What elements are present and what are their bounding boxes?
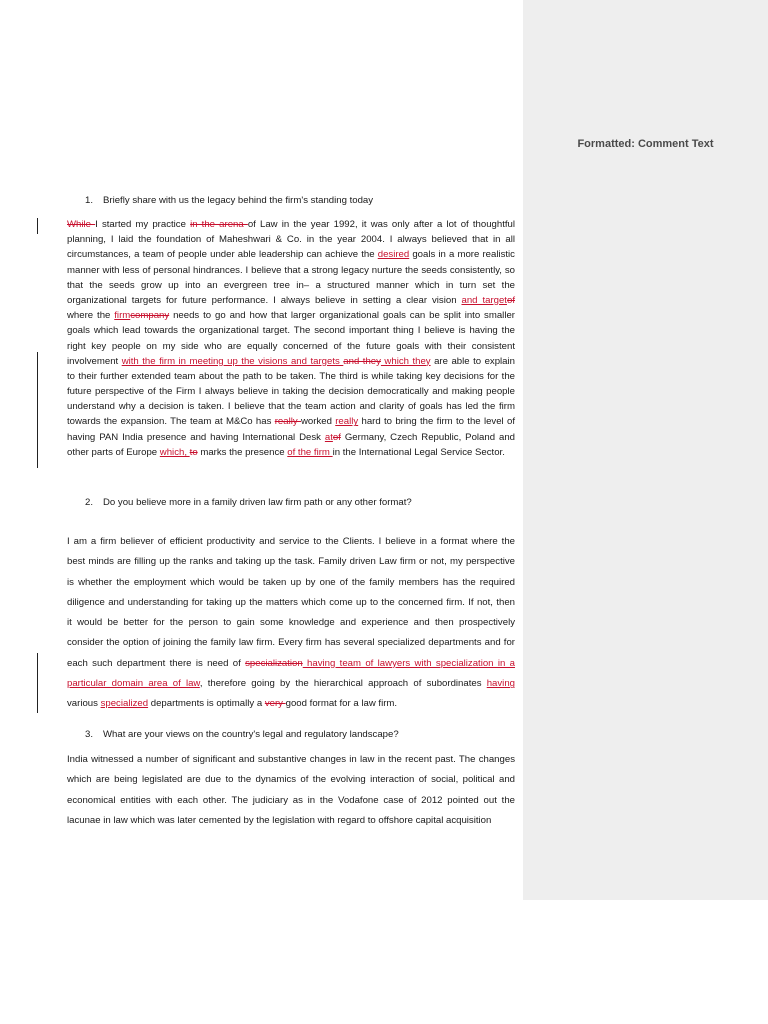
question-number: 3.: [85, 729, 94, 740]
text-line: [67, 293, 515, 308]
text-run: hard to bring the firm to the level of: [358, 416, 515, 428]
tracked-insertion: with the firm in meeting up the visions and targets: [121, 355, 344, 367]
text-run: I am a firm believer of efficient productivity and service to the Clients. I believe in a format where the: [67, 536, 515, 547]
text-line: [67, 278, 515, 293]
tracked-insertion: desired: [377, 249, 410, 261]
tracked-deletion: to: [189, 446, 198, 458]
text-run: , therefore going by the hierarchical approach of subordinates: [199, 678, 487, 690]
text-line: [67, 384, 515, 399]
text-run: consider the option of joining the family law firm. Every firm has several specialized departments and for: [67, 637, 515, 649]
text-line: [67, 770, 515, 790]
tracked-insertion: and target: [461, 294, 507, 306]
text-run: it would be better for the person to gain some knowledge and experience and then prospectively: [67, 617, 515, 629]
text-run: are able to explain: [430, 355, 515, 367]
text-run: is whether the employment which would be taken up by one of the family members has the required: [67, 576, 515, 588]
tracked-insertion: firm: [114, 310, 131, 322]
tracked-deletion: of: [506, 294, 515, 306]
tracked-insertion: really: [335, 416, 359, 428]
tracked-insertion: specialized: [100, 698, 149, 710]
text-run: goals in a more realistic: [409, 249, 515, 261]
text-run: involvement: [67, 355, 122, 367]
text-line: [67, 369, 515, 384]
change-bar: [37, 352, 38, 468]
text-run: marks the presence: [197, 446, 288, 458]
tracked-deletion: While: [67, 219, 96, 230]
text-run: right key people on my side who are equally concerned of the future goals with their consistent: [67, 340, 515, 352]
text-run: planning, I laid the foundation of Maheshwari & Co. in the year 2004. I always believed that in all: [67, 234, 515, 246]
text-run: where the: [67, 310, 115, 322]
change-bar: [37, 653, 38, 713]
text-line: [67, 308, 515, 323]
answer-paragraph-1: [67, 217, 515, 460]
text-run: needs to go and how that larger organizational goals can be split into smaller: [169, 310, 515, 322]
text-run: economical entities with each other. The judiciary as in the Vodafone case of 2012 pointed out the: [67, 794, 515, 806]
text-line: [67, 791, 515, 811]
change-bar: [37, 218, 38, 234]
text-run: that the seeds grow up into an evergreen tree in– a structured manner which in turn set the: [67, 279, 515, 291]
text-line: [67, 654, 515, 674]
text-run: good format for a law firm.: [285, 698, 398, 710]
text-run: other parts of Europe: [67, 446, 160, 458]
text-line: [67, 613, 515, 633]
text-line: [67, 217, 515, 232]
tracked-insertion: at: [324, 431, 333, 443]
tracked-deletion: and they: [343, 355, 381, 367]
tracked-deletion: specialization: [245, 657, 303, 669]
text-run: future perspective of the Firm I always believe in taking the decision democratically and making people: [67, 386, 515, 398]
text-run: towards the expansion. The team at M&Co has: [67, 416, 275, 428]
text-run: diligence and understanding for taking up the matters which come up to the concerned firm. If not, then: [67, 596, 515, 608]
tracked-insertion: which,: [159, 446, 190, 458]
tracked-deletion: really: [274, 416, 301, 428]
text-run: worked: [300, 416, 336, 428]
text-line: [67, 247, 515, 262]
text-run: various: [67, 698, 101, 710]
text-line: [67, 354, 515, 369]
question-2: [85, 495, 515, 510]
question-text: What are your views on the country's legal and regulatory landscape?: [103, 729, 399, 740]
text-run: departments is optimally a: [148, 698, 265, 710]
text-run: circumstances, a team of people under able leadership can achieve the: [67, 249, 378, 261]
text-line: [67, 263, 515, 278]
text-run: Germany, Czech Republic, Poland and: [340, 431, 515, 443]
question-text: Do you believe more in a family driven law firm path or any other format?: [103, 497, 412, 508]
tracked-insertion: having: [486, 678, 515, 690]
text-run: organizational targets for future performance. I always believe in setting a clear vision: [67, 294, 462, 306]
text-run: understand why a decision is taken. I believe that the team action and clarity of goals has led the firm: [67, 401, 515, 413]
text-run: each such department there is need of: [67, 657, 246, 669]
text-line: [67, 573, 515, 593]
question-text: Briefly share with us the legacy behind the firm's standing today: [103, 195, 374, 206]
tracked-deletion: very: [264, 698, 286, 710]
tracked-insertion: having team of lawyers with specialization in a: [302, 657, 515, 669]
text-run: in the International Legal Service Sector.: [332, 446, 505, 458]
tracked-insertion: of the firm: [287, 446, 333, 458]
text-line: [67, 593, 515, 613]
text-line: [67, 414, 515, 429]
text-line: [67, 552, 515, 572]
text-line: [67, 532, 515, 552]
tracked-deletion: of: [332, 431, 341, 443]
text-run: manner with less of personal hindrances. I believe that a strong legacy nurture the seeds consistently, so: [67, 264, 515, 276]
text-run: having PAN India presence and having International Desk: [67, 431, 325, 443]
question-number: 1.: [85, 195, 94, 206]
text-run: best minds are filling up the ranks and taking up the task. Family driven Law firm or not, my perspective: [67, 556, 515, 568]
tracked-insertion: particular domain area of law: [67, 678, 200, 690]
text-line: [67, 633, 515, 653]
text-line: [67, 339, 515, 354]
text-line: [67, 399, 515, 414]
text-run: I started my practice: [95, 219, 191, 230]
answer-paragraph-3: [67, 750, 515, 831]
text-line: [67, 445, 515, 460]
text-line: [67, 674, 515, 694]
text-run: to their further extended team about the path to be taken. The third is while taking key decisions for the: [67, 370, 515, 382]
text-line: [67, 750, 515, 770]
text-run: India witnessed a number of significant and substantive changes in law in the recent past. The changes: [67, 754, 515, 765]
tracked-insertion: which they: [380, 355, 431, 367]
tracked-deletion: in the arena: [190, 219, 248, 230]
answer-paragraph-2: [67, 532, 515, 715]
text-line: [67, 232, 515, 247]
text-line: [67, 430, 515, 445]
text-run: of Law in the year 1992, it was only after a lot of thoughtful: [247, 219, 515, 230]
text-line: [67, 694, 515, 714]
text-line: [67, 811, 515, 831]
question-1: [85, 193, 515, 208]
text-line: [67, 323, 515, 338]
text-run: goals which lead towards the organizational target. The second important thing I believe is having the: [67, 325, 515, 337]
comments-pane-title: Formatted: Comment Text: [577, 138, 714, 150]
tracked-deletion: company: [130, 310, 170, 322]
text-run: which are being legislated are due to the dynamics of the evolving interaction of social, political and: [67, 774, 515, 786]
question-3: [85, 727, 515, 742]
comments-pane: [523, 0, 768, 900]
text-run: lacunae in law which was later cemented by the legislation with regard to offshore capital acquisition: [67, 814, 492, 826]
question-number: 2.: [85, 497, 94, 508]
